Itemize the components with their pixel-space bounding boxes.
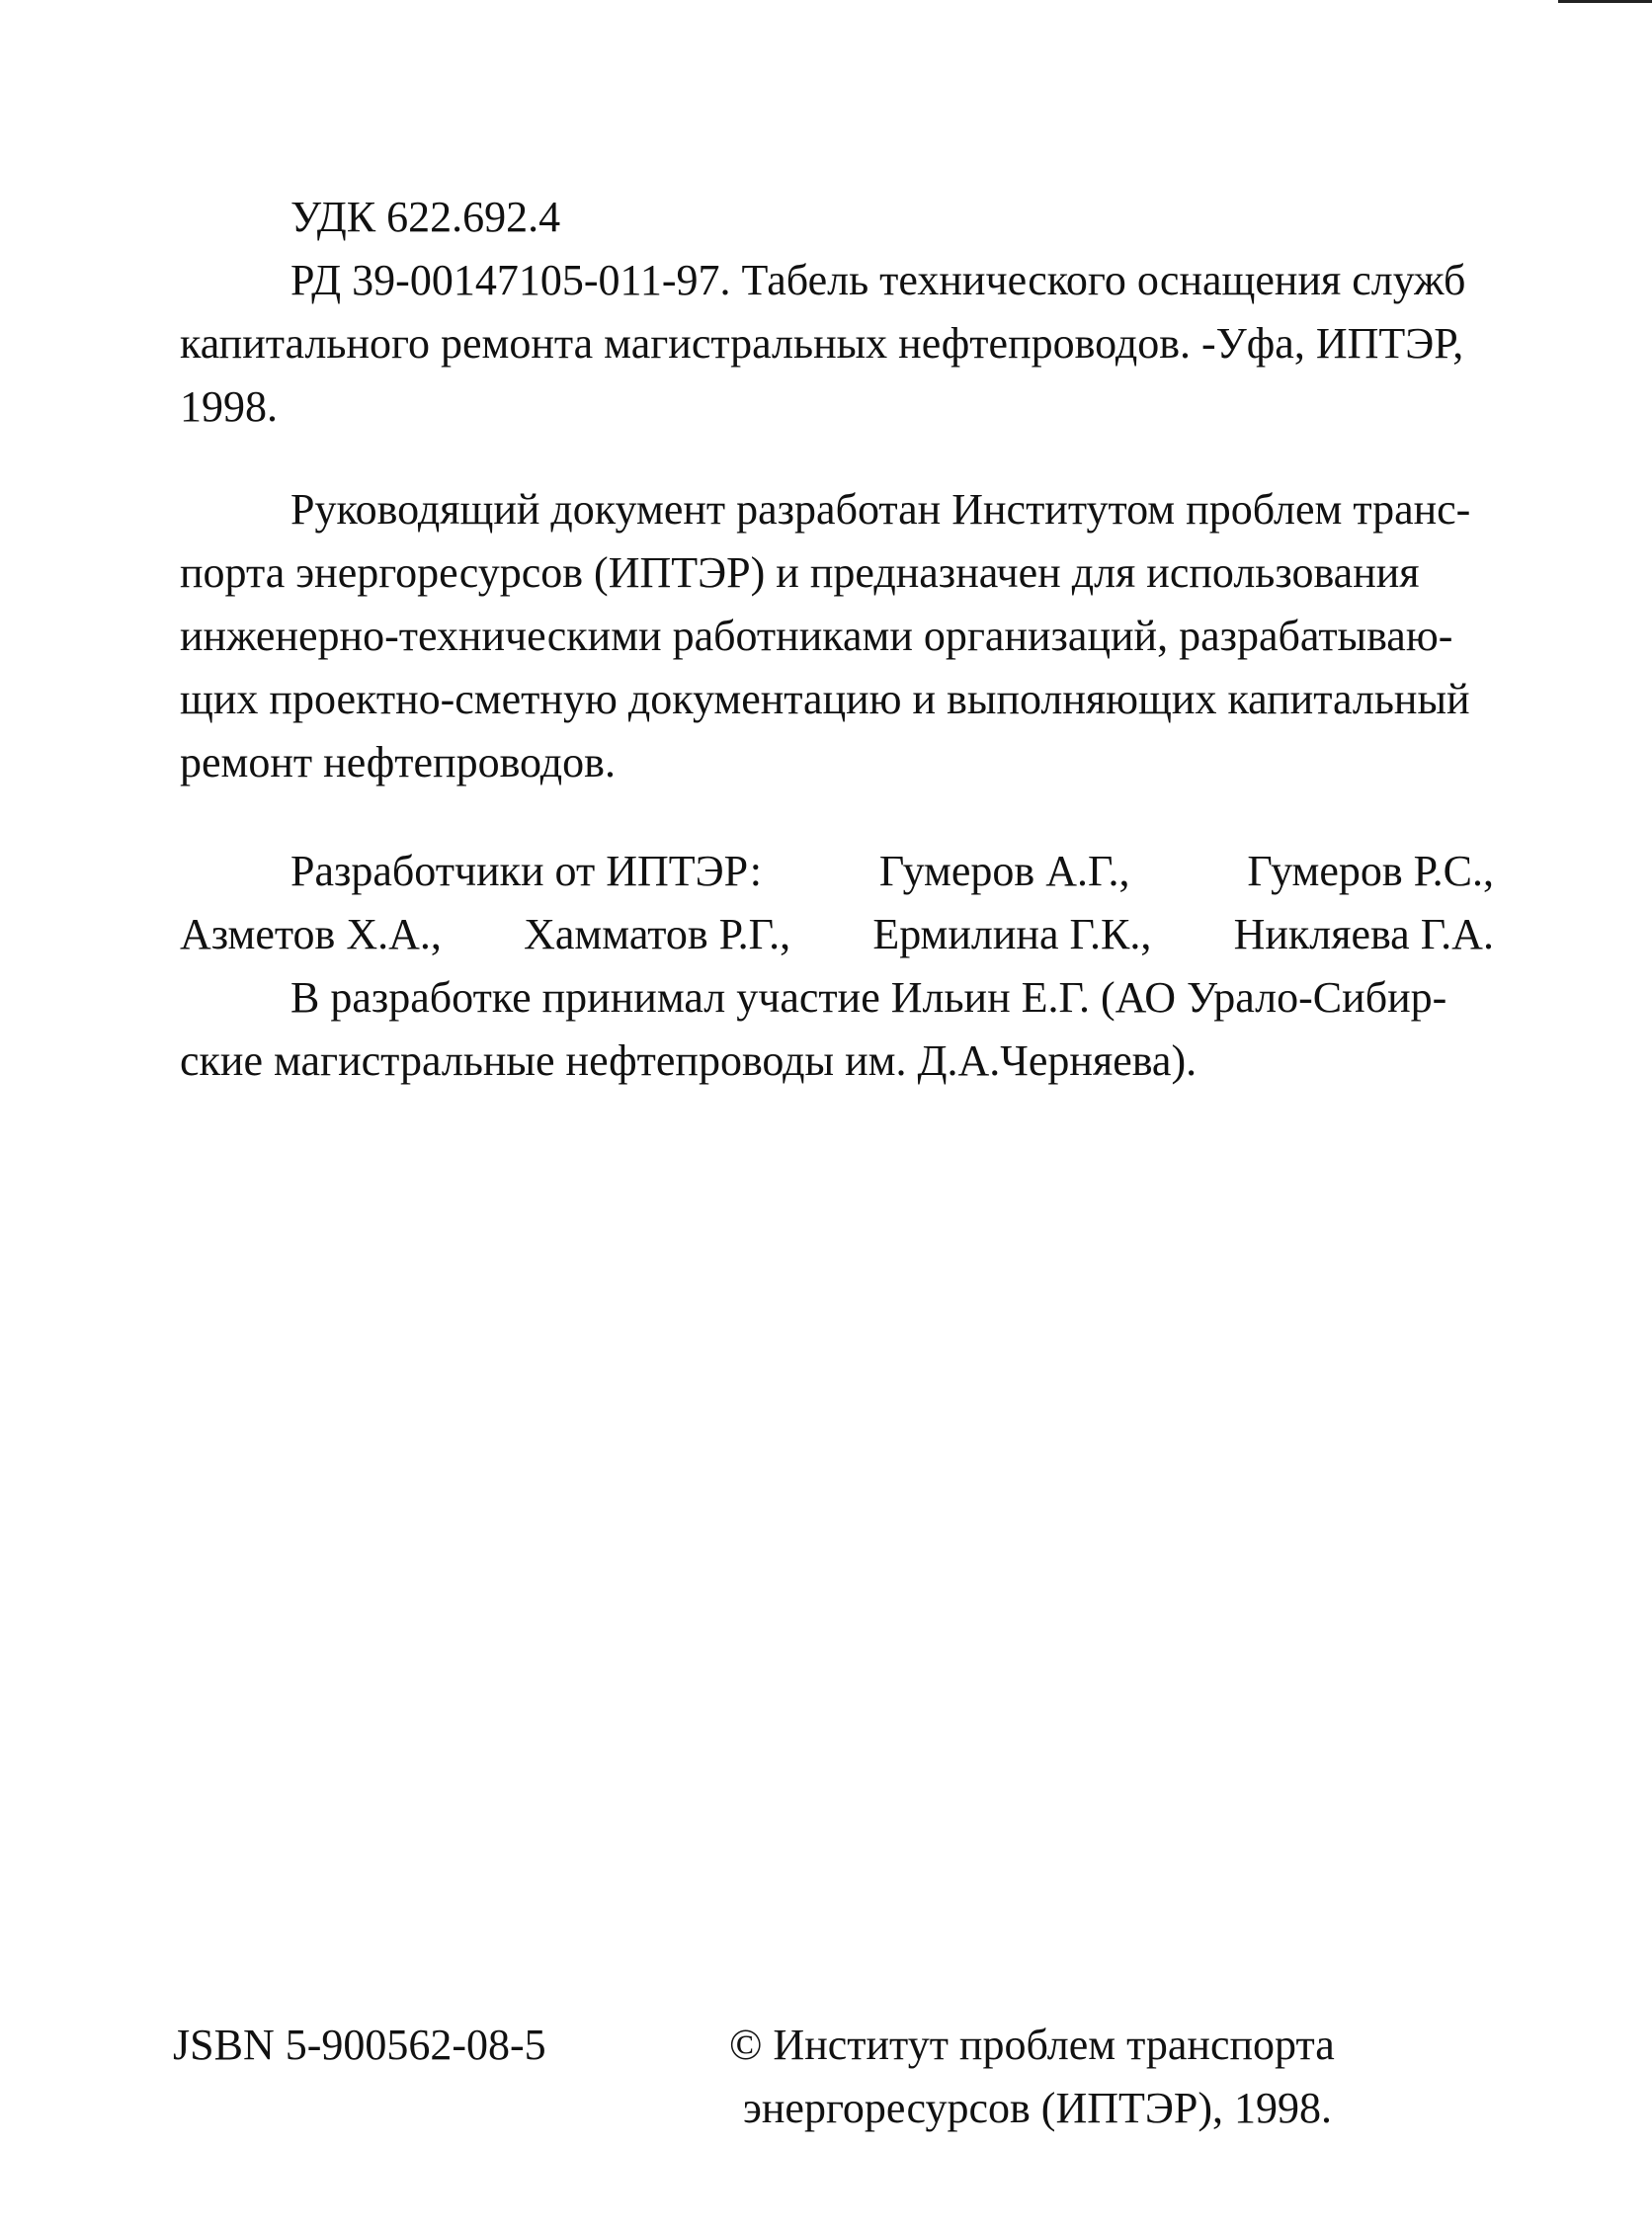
copyright-line: © Институт проблем транспорта: [729, 2021, 1335, 2069]
purpose-paragraph: [180, 478, 1494, 794]
developers-label: Разработчики от ИПТЭР:: [290, 847, 762, 895]
developers-section: [180, 840, 1494, 1093]
developer-name: Гумеров Р.С.,: [1247, 847, 1494, 895]
developers-line-1: [180, 840, 1494, 903]
paragraph-line: щих проектно-сметную документацию и выполняющих капитальный: [180, 675, 1470, 723]
developer-name: Ермилина Г.К.,: [872, 910, 1152, 958]
scan-edge-mark: [1558, 0, 1652, 3]
paragraph-line: инженерно-техническими работниками организаций, разрабатываю-: [180, 612, 1453, 660]
citation-line: РД 39-00147105-011-97. Табель технического оснащения служб: [290, 256, 1466, 304]
copyright-notice: [729, 2014, 1335, 2140]
bibliographic-record: [180, 186, 1494, 439]
paragraph-line: ремонт нефтепроводов.: [180, 738, 616, 786]
developers-line-2: [180, 903, 1494, 966]
participation-line: В разработке принимал участие Ильин Е.Г. (АО Урало-Сибир-: [290, 973, 1447, 1022]
developer-name: Никляева Г.А.: [1233, 910, 1494, 958]
copyright-line: энергоресурсов (ИПТЭР), 1998.: [743, 2084, 1333, 2132]
citation-line: 1998.: [180, 382, 278, 431]
developer-name: Гумеров А.Г.,: [878, 847, 1130, 895]
udk-code: УДК 622.692.4: [290, 193, 561, 241]
paragraph-line: порта энергоресурсов (ИПТЭР) и предназначен для использования: [180, 548, 1420, 597]
participation-line: ские магистральные нефтепроводы им. Д.А.Черняева).: [180, 1036, 1198, 1085]
paragraph-line: Руководящий документ разработан Институтом проблем транс-: [290, 485, 1471, 534]
developer-name: Азметов Х.А.,: [180, 910, 442, 958]
developer-name: Хамматов Р.Г.,: [524, 910, 791, 958]
isbn-number: JSBN 5-900562-08-5: [173, 2021, 546, 2069]
citation-line: капитального ремонта магистральных нефтепроводов. -Уфа, ИПТЭР,: [180, 319, 1464, 368]
